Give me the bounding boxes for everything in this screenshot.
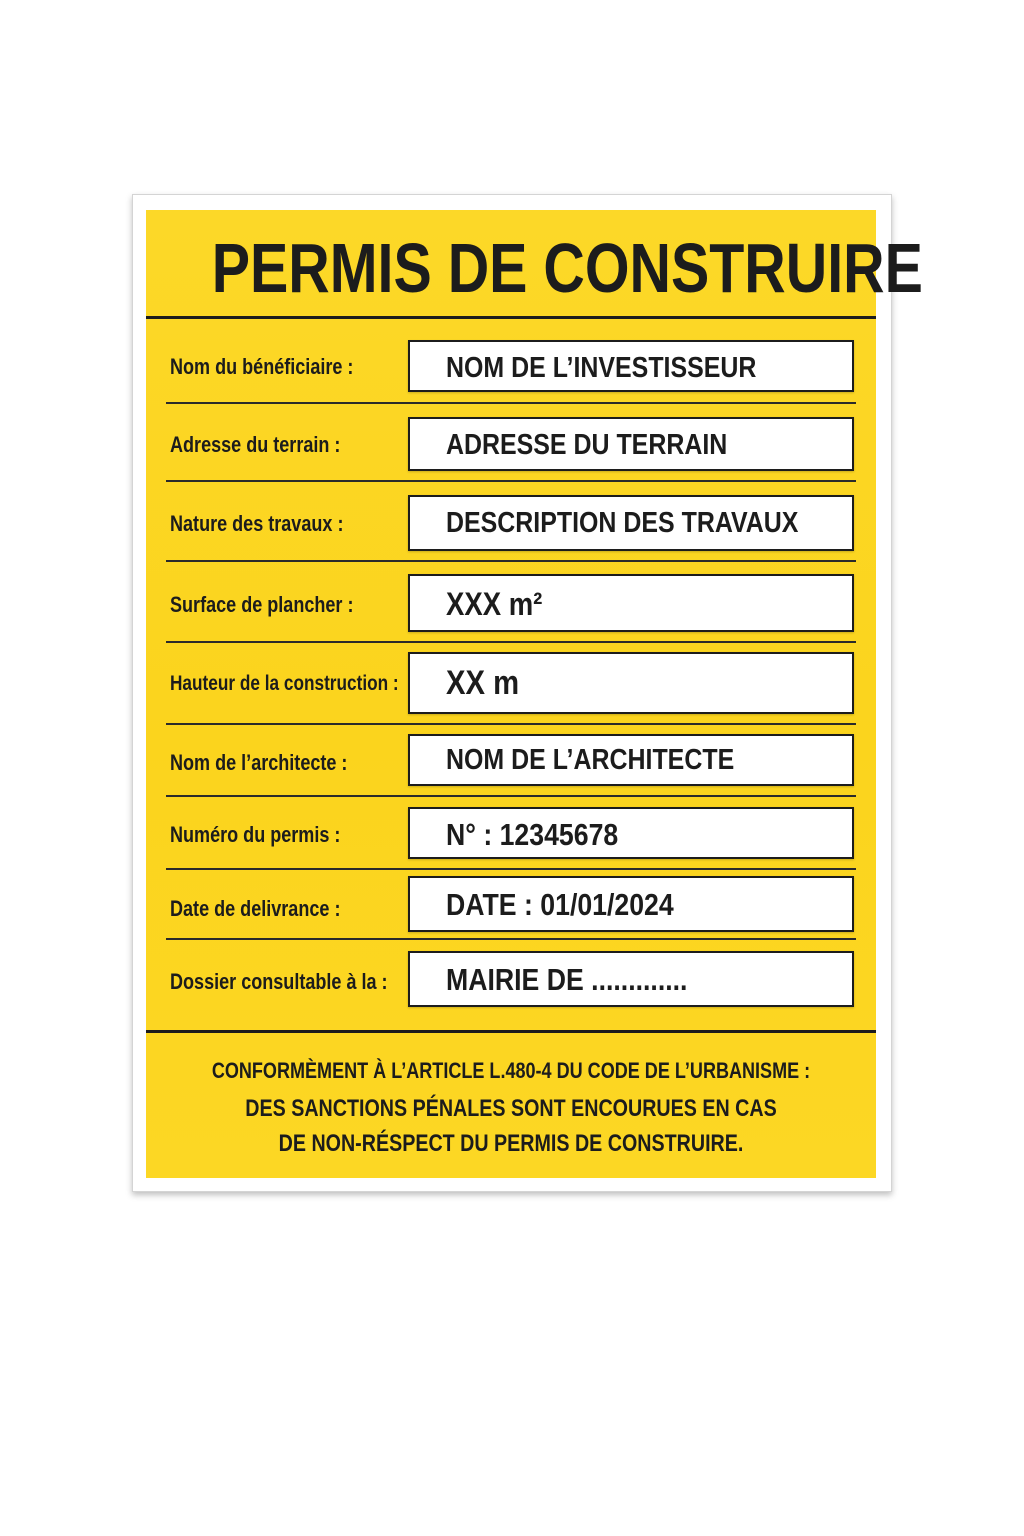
footer-legal-line-1: CONFORMÈMENT À L’ARTICLE L.480-4 DU CODE DE L’URBANISME : xyxy=(211,1058,811,1083)
field-value-box-issue-date xyxy=(408,876,854,932)
field-value-height: XX m xyxy=(446,664,520,702)
row-divider xyxy=(166,868,856,870)
field-value-issue-date: DATE : 01/01/2024 xyxy=(446,887,674,922)
field-label-floor-area: Surface de plancher : xyxy=(170,592,354,617)
field-value-permit-number: N° : 12345678 xyxy=(446,817,619,852)
field-value-architect: NOM DE L’ARCHITECTE xyxy=(446,744,735,776)
field-value-box-beneficiary xyxy=(408,340,854,392)
field-row-file-location xyxy=(166,951,856,1009)
sign-title: PERMIS DE CONSTRUIRE xyxy=(211,229,923,307)
field-value-box-floor-area xyxy=(408,574,854,632)
field-value-works: DESCRIPTION DES TRAVAUX xyxy=(446,507,799,539)
row-divider xyxy=(166,723,856,725)
field-label-architect: Nom de l’architecte : xyxy=(170,750,348,775)
field-row-beneficiary xyxy=(166,340,856,404)
row-divider xyxy=(166,938,856,940)
field-label-beneficiary: Nom du bénéficiaire : xyxy=(170,354,354,379)
field-label-height: Hauteur de la construction : xyxy=(170,672,399,695)
field-value-box-height xyxy=(408,652,854,714)
field-label-address: Adresse du terrain : xyxy=(170,432,341,457)
field-value-box-permit-number xyxy=(408,807,854,859)
field-row-permit-number xyxy=(166,807,856,869)
footer-legal-line-3: DE NON-RÉSPECT DU PERMIS DE CONSTRUIRE. xyxy=(278,1130,744,1157)
field-value-address: ADRESSE DU TERRAIN xyxy=(446,429,728,461)
field-label-file-location: Dossier consultable à la : xyxy=(170,969,388,994)
title-divider xyxy=(146,316,876,319)
field-value-floor-area: XXX m² xyxy=(446,586,543,622)
field-value-box-works xyxy=(408,495,854,551)
field-value-box-file-location xyxy=(408,951,854,1007)
field-label-issue-date: Date de delivrance : xyxy=(170,896,341,921)
field-value-box-architect xyxy=(408,734,854,786)
row-divider xyxy=(166,480,856,482)
footer-legal-line-2: DES SANCTIONS PÉNALES SONT ENCOURUES EN CAS xyxy=(245,1095,777,1122)
field-row-floor-area xyxy=(166,574,856,642)
field-row-issue-date xyxy=(166,876,856,940)
row-divider xyxy=(166,402,856,404)
field-row-architect xyxy=(166,734,856,796)
field-label-works: Nature des travaux : xyxy=(170,511,344,536)
field-row-height xyxy=(166,652,856,724)
field-value-file-location: MAIRIE DE ............. xyxy=(446,962,688,997)
building-permit-sign xyxy=(146,210,923,1178)
footer-divider xyxy=(146,1030,876,1033)
field-label-permit-number: Numéro du permis : xyxy=(170,822,341,847)
field-row-address xyxy=(166,417,856,481)
row-divider xyxy=(166,641,856,643)
field-row-works xyxy=(166,495,856,561)
field-value-box-address xyxy=(408,417,854,471)
row-divider xyxy=(166,795,856,797)
field-value-beneficiary: NOM DE L’INVESTISSEUR xyxy=(446,352,757,384)
row-divider xyxy=(166,560,856,562)
